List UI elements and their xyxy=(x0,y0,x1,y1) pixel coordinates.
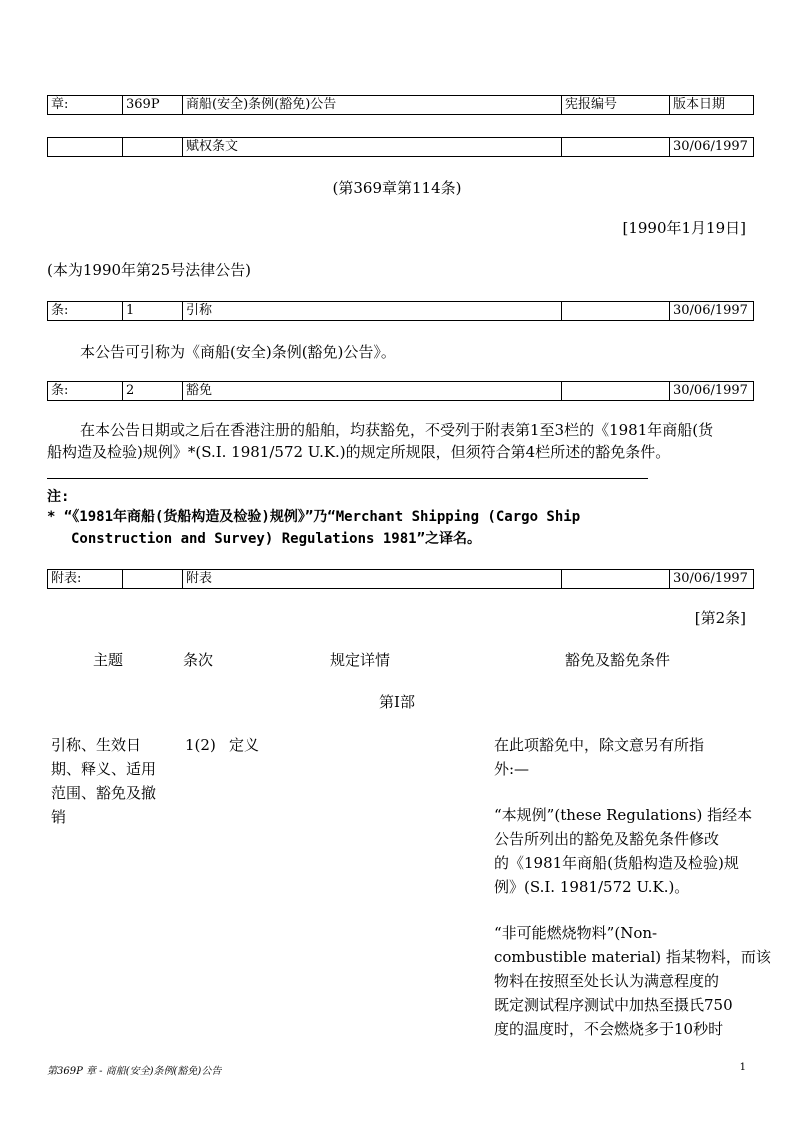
empty-cell xyxy=(562,138,670,157)
empty-cell xyxy=(48,138,123,157)
condition-line: “本规例”(these Regulations) 指经本 xyxy=(494,806,753,824)
section-1-table xyxy=(47,301,754,321)
page-footer-title: 第369P 章 - 商船(安全)条例(豁免)公告 xyxy=(47,1066,222,1077)
condition-line: 度的温度时，不会燃烧多于10秒时 xyxy=(494,1020,724,1038)
note-line-1: * “《1981年商船(货船构造及检验)规例》”乃“Merchant Shipping (Cargo Ship xyxy=(47,509,581,525)
condition-line: 的《1981年商船(货船构造及检验)规 xyxy=(494,854,739,872)
section-label: 条: xyxy=(48,302,123,321)
schedule-label: 附表: xyxy=(48,570,123,589)
note-heading: 注: xyxy=(47,489,70,505)
empty-cell xyxy=(123,570,183,589)
condition-line: 物料在按照至处长认为满意程度的 xyxy=(494,972,720,990)
section-heading: 引称 xyxy=(183,302,562,321)
condition-line: “非可能燃烧物料”(Non- xyxy=(494,924,658,942)
row-conditions xyxy=(494,733,771,1041)
condition-line: 公告所列出的豁免及豁免条件修改 xyxy=(494,830,720,848)
condition-para-1 xyxy=(494,733,771,781)
version-date-header: 版本日期 xyxy=(670,96,754,115)
ordinance-title: 商船(安全)条例(豁免)公告 xyxy=(183,96,562,115)
section-1-text: 本公告可引称为《商船(安全)条例(豁免)公告》。 xyxy=(80,343,396,361)
schedule-heading: 附表 xyxy=(183,570,562,589)
empty-cell xyxy=(562,382,670,401)
section-number: 1 xyxy=(123,302,183,321)
enacting-date: 30/06/1997 xyxy=(670,138,754,157)
section-2-table xyxy=(47,381,754,401)
gazette-number-header: 宪报编号 xyxy=(562,96,670,115)
row-detail: 定义 xyxy=(229,736,260,754)
section-date: 30/06/1997 xyxy=(670,382,754,401)
condition-para-3 xyxy=(494,921,771,1041)
chapter-label: 章: xyxy=(48,96,123,115)
column-conditions: 豁免及豁免条件 xyxy=(565,651,671,669)
schedule-section-ref: [第2条] xyxy=(694,609,746,627)
commencement-date: [1990年1月19日] xyxy=(622,219,746,237)
row-subject-line: 范围、豁免及撤 xyxy=(51,784,157,802)
section-number: 2 xyxy=(123,382,183,401)
row-regulation: 1(2) xyxy=(185,736,216,754)
column-regulation: 条次 xyxy=(183,651,214,669)
row-subject xyxy=(51,733,156,829)
section-label: 条: xyxy=(48,382,123,401)
section-2-line-2: 船构造及检验)规例》*(S.I. 1981/572 U.K.)的规定所规限，但须符合第4栏所述的豁免条件。 xyxy=(47,443,671,461)
empty-cell xyxy=(123,138,183,157)
empty-cell xyxy=(562,570,670,589)
note-divider xyxy=(47,478,648,479)
chapter-number: 369P xyxy=(123,96,183,115)
condition-line: combustible material) 指某物料，而该 xyxy=(494,948,771,966)
part-heading: 第I部 xyxy=(379,693,415,711)
section-date: 30/06/1997 xyxy=(670,302,754,321)
column-subject: 主题 xyxy=(93,651,124,669)
empty-cell xyxy=(562,302,670,321)
condition-line: 例》(S.I. 1981/572 U.K.)。 xyxy=(494,878,690,896)
condition-line: 既定测试程序测试中加热至摄氏750 xyxy=(494,996,733,1014)
row-subject-line: 期、释义、适用 xyxy=(51,760,157,778)
condition-para-2 xyxy=(494,803,771,899)
condition-line: 外:— xyxy=(494,760,530,778)
condition-line: 在此项豁免中，除文意另有所指 xyxy=(494,736,705,754)
column-detail: 规定详情 xyxy=(330,651,391,669)
enacting-table xyxy=(47,137,754,157)
note-line-2: Construction and Survey) Regulations 1981”之译名。 xyxy=(71,531,482,547)
section-heading: 豁免 xyxy=(183,382,562,401)
schedule-table xyxy=(47,569,754,589)
authority-line: (第369章第114条) xyxy=(332,179,462,197)
row-subject-line: 引称、生效日 xyxy=(51,736,142,754)
origin-note: (本为1990年第25号法律公告) xyxy=(47,261,251,279)
section-2-line-1: 在本公告日期或之后在香港注册的船舶，均获豁免，不受列于附表第1至3栏的《1981年商船(货 xyxy=(80,421,714,439)
header-table xyxy=(47,95,754,115)
page-number: 1 xyxy=(739,1062,746,1073)
schedule-date: 30/06/1997 xyxy=(670,570,754,589)
row-subject-line: 销 xyxy=(51,808,67,826)
enacting-heading: 赋权条文 xyxy=(183,138,562,157)
